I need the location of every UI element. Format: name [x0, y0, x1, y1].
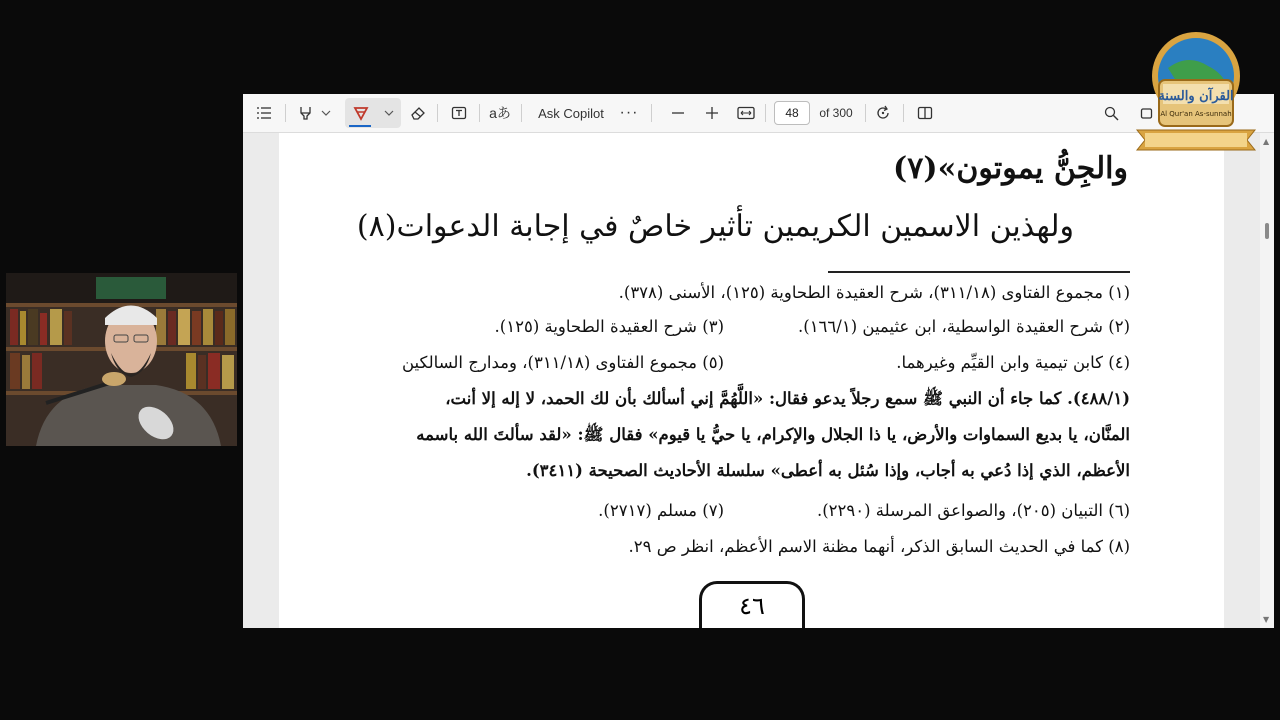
- footnote-6: (٦) التبيان (٢٠٥)، والصواعق المرسلة (٢٢٩٠).: [816, 501, 1130, 520]
- toolbar-divider: [765, 104, 766, 122]
- toolbar-divider: [479, 104, 480, 122]
- footnote-4: (٤) كابن تيمية وابن القيِّم وغيرهما.: [896, 353, 1130, 372]
- printed-page-number: ٤٦: [699, 581, 805, 628]
- toolbar-divider: [437, 104, 438, 122]
- toolbar-divider: [865, 104, 866, 122]
- rotate-icon[interactable]: [873, 101, 893, 125]
- footnote-8: (٨) كما في الحديث السابق الذكر، أنهما مظنة الاسم الأعظم، انظر ص ٢٩.: [628, 537, 1130, 556]
- pdf-toolbar: [243, 94, 1274, 133]
- toolbar-divider: [521, 104, 522, 122]
- pdf-viewer-window: [243, 94, 1274, 628]
- document-canvas: [243, 133, 1274, 628]
- footnote-3: (٣) شرح العقيدة الطحاوية (١٢٥).: [494, 317, 724, 336]
- page-total-label: of 300: [819, 106, 853, 120]
- toolbar-divider: [651, 104, 652, 122]
- footnote-5: (٥) مجموع الفتاوى (٣١١/١٨)، ومدارج السالكين: [401, 353, 724, 372]
- footnote-2: (٢) شرح العقيدة الواسطية، ابن عثيمين (١٦٦/١).: [798, 317, 1130, 336]
- document-heading-line1: والجِنُّ يموتون»(٧): [893, 151, 1128, 186]
- logo-arabic-text: القرآن والسنة: [1158, 89, 1234, 104]
- more-options-icon[interactable]: ···: [619, 104, 639, 121]
- read-aloud-icon[interactable]: aあ: [489, 105, 511, 121]
- document-heading-line2: ولهذين الاسمين الكريمين تأثير خاصٌ في إجابة الدعوات(٨): [356, 209, 1074, 244]
- search-icon[interactable]: [1101, 101, 1121, 125]
- highlighter-icon[interactable]: [295, 101, 315, 125]
- quran-sunnah-logo-image: [1133, 18, 1259, 158]
- active-tool-indicator: [349, 125, 371, 127]
- scrollbar-thumb[interactable]: [1265, 223, 1269, 239]
- page-number-input[interactable]: 48: [774, 101, 810, 125]
- footnote-7: (٧) مسلم (٢٧١٧).: [598, 501, 724, 520]
- scroll-up-arrow-icon[interactable]: ▲: [1263, 137, 1270, 146]
- scroll-down-arrow-icon[interactable]: ▼: [1263, 615, 1270, 624]
- channel-logo: [1133, 18, 1259, 158]
- speaker-video-image: [6, 273, 237, 446]
- toolbar-divider: [285, 104, 286, 122]
- pdf-page: [279, 133, 1224, 628]
- zoom-out-icon[interactable]: [669, 101, 687, 125]
- webcam-overlay: [6, 273, 237, 446]
- vertical-scrollbar[interactable]: [1260, 133, 1274, 628]
- highlighter-dropdown-chevron-icon[interactable]: [319, 101, 333, 125]
- footnote-1: (١) مجموع الفتاوى (٣١١/١٨)، شرح العقيدة الطحاوية (١٢٥)، الأسنى (٣٧٨).: [618, 283, 1130, 302]
- footnote-5-continued-line1: (٤٨٨/١). كما جاء أن النبي ﷺ سمع رجلاً يدعو فقال: «اللَّهُمَّ إني أسألك بأن لك الحمد، لا إله إلا أنت،: [445, 389, 1130, 408]
- ask-copilot-button[interactable]: Ask Copilot: [538, 105, 604, 121]
- toolbar-divider: [903, 104, 904, 122]
- footnote-5-continued-line2: المنَّان، يا بديع السماوات والأرض، يا ذا الجلال والإكرام، يا حيُّ يا قيوم» فقال ﷺ: «لقد سألتَ الله باسمه: [416, 425, 1130, 444]
- text-box-icon[interactable]: [449, 101, 469, 125]
- eraser-icon[interactable]: [408, 101, 428, 125]
- logo-english-text: Al Qur'an As-sunnah: [1160, 110, 1232, 118]
- draw-tool-button[interactable]: [345, 98, 401, 128]
- contents-list-icon[interactable]: [253, 101, 275, 125]
- page-view-icon[interactable]: [915, 101, 935, 125]
- footnote-separator: [828, 271, 1130, 273]
- footnote-5-continued-line3: الأعظم، الذي إذا دُعي به أجاب، وإذا سُئل به أعطى» سلسلة الأحاديث الصحيحة (٣٤١١).: [526, 461, 1130, 480]
- zoom-in-icon[interactable]: [703, 101, 721, 125]
- fit-width-icon[interactable]: [735, 101, 757, 125]
